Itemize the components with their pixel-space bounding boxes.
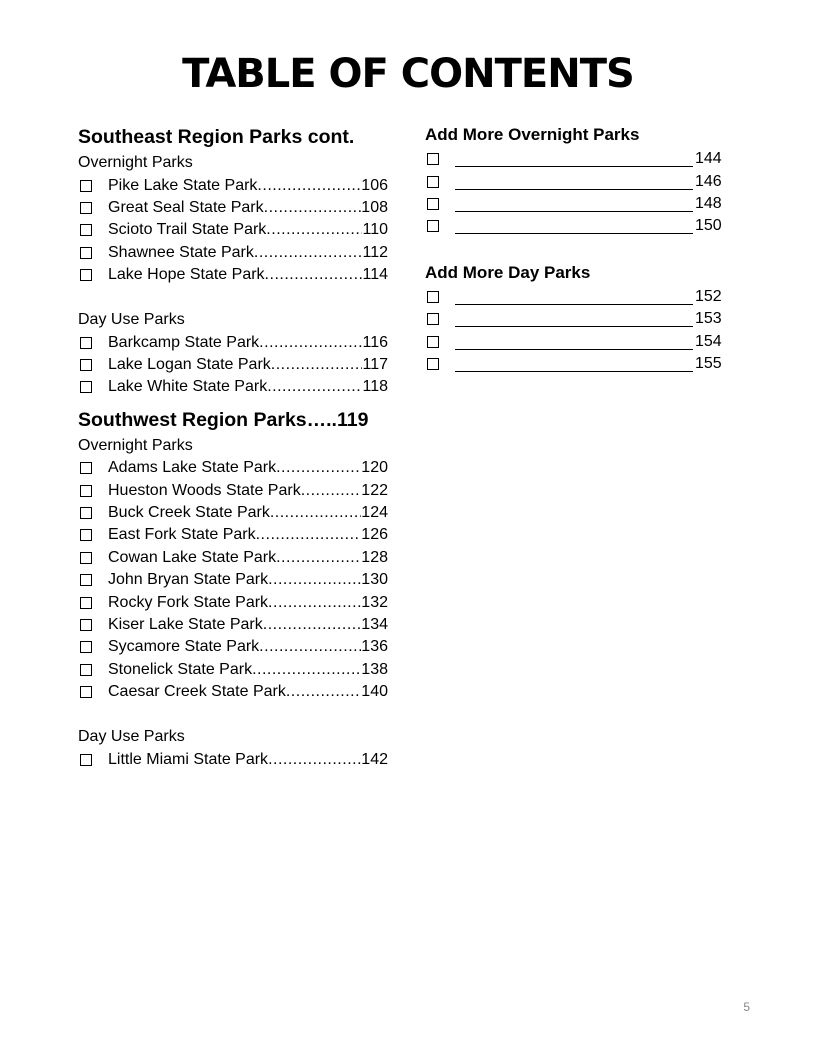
park-name: Little Miami State Park — [108, 750, 269, 768]
dot-leader — [267, 378, 362, 396]
park-name: Great Seal State Park — [108, 199, 264, 217]
write-in-line[interactable] — [455, 356, 693, 372]
checkbox-icon[interactable] — [80, 619, 92, 631]
add-day-list — [425, 286, 725, 376]
page-ref: 148 — [695, 194, 722, 212]
dot-leader — [263, 616, 362, 634]
page-ref: 150 — [695, 217, 722, 235]
toc-entry[interactable] — [78, 175, 388, 197]
park-name: Sycamore State Park — [108, 638, 260, 656]
page-ref: 108 — [361, 199, 388, 217]
park-name: Lake Hope State Park — [108, 266, 265, 284]
dot-leader — [266, 221, 362, 239]
southeast-day-list — [78, 331, 388, 398]
checkbox-icon[interactable] — [80, 337, 92, 349]
dot-leader — [276, 549, 361, 567]
dot-leader — [268, 751, 361, 769]
southwest-overnight-label: Overnight Parks — [78, 436, 193, 454]
write-in-line[interactable] — [455, 311, 693, 327]
checkbox-icon[interactable] — [80, 462, 92, 474]
park-name: Stonelick State Park — [108, 660, 253, 678]
southeast-day-label: Day Use Parks — [78, 310, 185, 328]
toc-entry[interactable] — [78, 264, 388, 286]
page-ref: 152 — [695, 287, 722, 305]
southwest-heading: Southwest Region Parks…..119 — [78, 408, 369, 431]
page-title: TABLE OF CONTENTS — [182, 51, 634, 97]
page-ref: 142 — [361, 750, 388, 768]
page-ref: 154 — [695, 332, 722, 350]
park-name: Buck Creek State Park — [108, 504, 270, 522]
write-in-line[interactable] — [455, 289, 693, 305]
toc-entry[interactable] — [78, 219, 388, 241]
page-ref: 118 — [362, 378, 388, 396]
page-ref: 132 — [361, 593, 388, 611]
page-number: 5 — [743, 1000, 750, 1014]
toc-entry[interactable] — [78, 242, 388, 264]
blank-entry[interactable] — [425, 353, 725, 375]
toc-entry[interactable] — [78, 354, 388, 376]
checkbox-icon[interactable] — [80, 224, 92, 236]
toc-entry[interactable] — [78, 502, 388, 524]
page-ref: 134 — [361, 616, 388, 634]
page-ref: 146 — [695, 172, 722, 190]
toc-entry[interactable] — [78, 569, 388, 591]
page-ref: 130 — [361, 571, 388, 589]
toc-entry[interactable] — [78, 547, 388, 569]
checkbox-icon[interactable] — [427, 358, 439, 370]
page-ref: 117 — [362, 356, 388, 374]
park-name: Lake Logan State Park — [108, 356, 271, 374]
page-ref: 136 — [361, 638, 388, 656]
write-in-line[interactable] — [455, 174, 693, 190]
page-ref: 112 — [362, 243, 388, 261]
dot-leader — [276, 459, 361, 477]
park-name: Hueston Woods State Park — [108, 481, 301, 499]
blank-entry[interactable] — [425, 170, 725, 192]
add-overnight-heading: Add More Overnight Parks — [425, 125, 640, 144]
toc-entry[interactable] — [78, 614, 388, 636]
write-in-line[interactable] — [455, 196, 693, 212]
checkbox-icon[interactable] — [80, 381, 92, 393]
checkbox-icon[interactable] — [80, 485, 92, 497]
checkbox-icon[interactable] — [80, 180, 92, 192]
right-column — [425, 122, 725, 375]
write-in-line[interactable] — [455, 218, 693, 234]
southwest-overnight-list — [78, 457, 388, 703]
blank-entry[interactable] — [425, 330, 725, 352]
checkbox-icon[interactable] — [427, 336, 439, 348]
blank-entry[interactable] — [425, 308, 725, 330]
checkbox-icon[interactable] — [427, 198, 439, 210]
dot-leader — [286, 683, 361, 701]
page-ref: 124 — [361, 504, 388, 522]
toc-entry[interactable] — [78, 681, 388, 703]
blank-entry[interactable] — [425, 193, 725, 215]
toc-entry[interactable] — [78, 197, 388, 219]
dot-leader — [264, 199, 362, 217]
park-name: Scioto Trail State Park — [108, 221, 267, 239]
add-day-heading: Add More Day Parks — [425, 262, 591, 282]
add-overnight-list — [425, 148, 725, 238]
park-name: Caesar Creek State Park — [108, 683, 286, 701]
page-ref: 138 — [361, 660, 388, 678]
checkbox-icon[interactable] — [427, 153, 439, 165]
page-ref: 126 — [361, 526, 388, 544]
left-column — [78, 122, 388, 771]
dot-leader — [265, 266, 363, 284]
park-name: Barkcamp State Park — [108, 333, 260, 351]
page-ref: 144 — [695, 150, 722, 168]
page-ref: 153 — [695, 310, 722, 328]
park-name: Rocky Fork State Park — [108, 593, 269, 611]
park-name: John Bryan State Park — [108, 571, 269, 589]
toc-entry[interactable] — [78, 331, 388, 353]
toc-entry[interactable] — [78, 636, 388, 658]
page-ref: 114 — [362, 266, 388, 284]
park-name: Pike Lake State Park — [108, 176, 258, 194]
page-ref: 128 — [361, 548, 388, 566]
blank-entry[interactable] — [425, 215, 725, 237]
checkbox-icon[interactable] — [80, 641, 92, 653]
write-in-line[interactable] — [455, 151, 693, 167]
checkbox-icon[interactable] — [80, 247, 92, 259]
page-ref: 120 — [361, 459, 388, 477]
toc-entry[interactable] — [78, 524, 388, 546]
checkbox-icon[interactable] — [80, 269, 92, 281]
park-name: Kiser Lake State Park — [108, 616, 263, 634]
page-ref: 110 — [362, 221, 388, 239]
dot-leader — [268, 571, 361, 589]
checkbox-icon[interactable] — [80, 552, 92, 564]
checkbox-icon[interactable] — [80, 754, 92, 766]
dot-leader — [254, 244, 363, 262]
southeast-heading: Southeast Region Parks cont. — [78, 126, 355, 148]
dot-leader — [271, 356, 363, 374]
toc-entry[interactable] — [78, 659, 388, 681]
checkbox-icon[interactable] — [80, 359, 92, 371]
page-ref: 140 — [361, 683, 388, 701]
blank-entry[interactable] — [425, 148, 725, 170]
dot-leader — [268, 594, 361, 612]
page-ref: 116 — [362, 333, 388, 351]
checkbox-icon[interactable] — [80, 597, 92, 609]
park-name: Lake White State Park — [108, 378, 268, 396]
southeast-overnight-label: Overnight Parks — [78, 154, 193, 171]
checkbox-icon[interactable] — [80, 664, 92, 676]
toc-entry[interactable] — [78, 457, 388, 479]
checkbox-icon[interactable] — [427, 220, 439, 232]
toc-entry[interactable] — [78, 480, 388, 502]
checkbox-icon[interactable] — [427, 291, 439, 303]
toc-entry[interactable] — [78, 376, 388, 398]
checkbox-icon[interactable] — [80, 507, 92, 519]
southwest-day-list — [78, 748, 388, 770]
dot-leader — [256, 526, 362, 544]
dot-leader — [252, 661, 361, 679]
page-ref: 155 — [695, 354, 722, 372]
checkbox-icon[interactable] — [80, 529, 92, 541]
checkbox-icon[interactable] — [427, 313, 439, 325]
page-ref: 106 — [361, 176, 388, 194]
checkbox-icon[interactable] — [427, 176, 439, 188]
blank-entry[interactable] — [425, 286, 725, 308]
dot-leader — [270, 504, 361, 522]
southeast-overnight-list — [78, 175, 388, 287]
checkbox-icon[interactable] — [80, 202, 92, 214]
dot-leader — [259, 638, 361, 656]
park-name: Shawnee State Park — [108, 243, 254, 261]
toc-entry[interactable] — [78, 748, 388, 770]
dot-leader — [301, 482, 362, 500]
southwest-day-label: Day Use Parks — [78, 727, 185, 745]
checkbox-icon[interactable] — [80, 686, 92, 698]
park-name: East Fork State Park — [108, 526, 256, 544]
park-name: Adams Lake State Park — [108, 459, 277, 477]
write-in-line[interactable] — [455, 334, 693, 350]
dot-leader — [259, 334, 362, 352]
park-name: Cowan Lake State Park — [108, 548, 277, 566]
dot-leader — [257, 177, 361, 195]
checkbox-icon[interactable] — [80, 574, 92, 586]
toc-entry[interactable] — [78, 591, 388, 613]
page-ref: 122 — [361, 481, 388, 499]
